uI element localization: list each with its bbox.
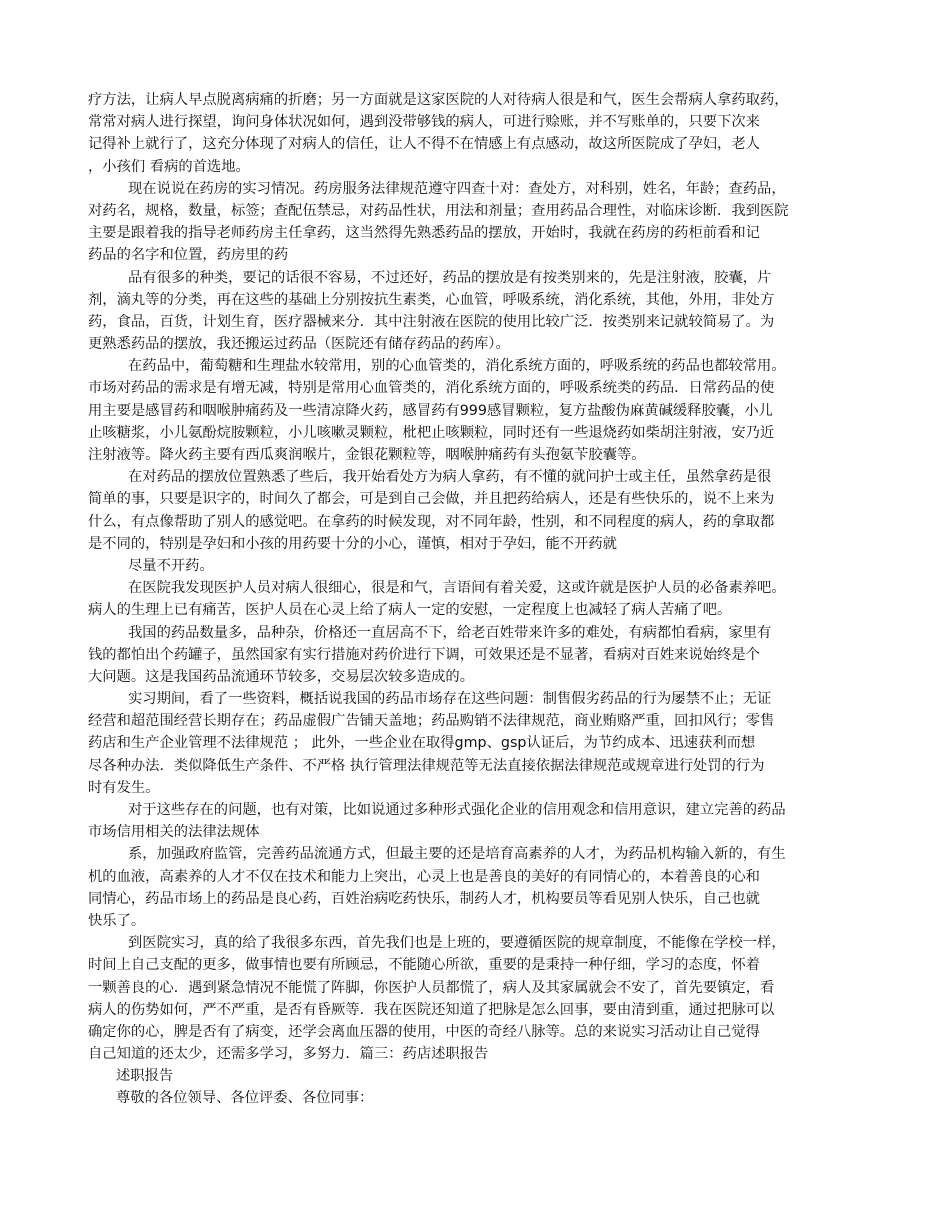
text-line: 药品的名字和位置，药房里的药 (88, 247, 289, 264)
text-line: 时有发生。 (88, 779, 160, 796)
text-line: ，小孩们 看病的首选地。 (88, 158, 250, 175)
text-line: 市场信用相关的法律法规体 (88, 824, 260, 841)
text-line: 剂，滴丸等的分类，再在这些的基础上分别按抗生素类，心血管，呼吸系统，消化系统，其他，外用，非处方 (88, 291, 775, 308)
text-line: 品有很多的种类，要记的话很不容易，不过还好，药品的摆放是有按类别来的，先是注射液，胶囊，片 (128, 269, 772, 286)
text-line: 什么，有点像帮助了别人的感觉吧。在拿药的时候发现，对不同年龄，性别，和不同程度的病人，药的拿取都 (88, 513, 775, 530)
text-line: 一颗善良的心．遇到紧急情况不能慌了阵脚，你医护人员都慌了，病人及其家属就会不安了，首先要镇定，看 (88, 979, 775, 996)
text-line: 机的血液，高素养的人才不仅在技术和能力上突出，心灵上也是善良的美好的有同情心的，本着善良的心和 (88, 868, 760, 885)
text-line: 现在说说在药房的实习情况。药房服务法律规范遵守四查十对：查处方，对科别，姓名，年龄；查药品， (128, 180, 786, 197)
text-line: 常常对病人进行探望，询问身体状况如何，遇到没带够钱的病人，可进行赊账，并不写账单的，只要下次来 (88, 114, 760, 131)
text-line: 记得补上就行了，这充分体现了对病人的信任，让人不得不在情感上有点感动，故这所医院成了孕妇，老人 (88, 136, 760, 153)
text-line: 述职报告 (116, 1068, 174, 1085)
text-line: 自己知道的还太少，还需多学习，多努力．篇三：药店述职报告 (88, 1046, 489, 1063)
text-line: 药，食品，百货，计划生育，医疗器械来分．其中注射液在医院的使用比较广泛．按类别来记就较简易了。为 (88, 313, 775, 330)
text-line: 病人的伤势如何，严不严重，是否有昏厥等．我在医院还知道了把脉是怎么回事，要由清到重，通过把脉可以 (88, 1001, 775, 1018)
text-line: 钱的都怕出个药罐子，虽然国家有实行措施对药价进行下调，可效果还是不显著，看病对百姓来说始终是个 (88, 646, 760, 663)
text-line: 简单的事，只要是识字的，时间久了都会，可是到自己会做，并且把药给病人，还是有些快乐的，说不上来为 (88, 491, 775, 508)
text-line: 在对药品的摆放位置熟悉了些后，我开始看处方为病人拿药，有不懂的就问护士或主任，虽然拿药是很 (128, 469, 772, 486)
text-line: 市场对药品的需求是有增无减，特别是常用心血管类的，消化系统方面的，呼吸系统类的药品．日常药品的使 (88, 380, 775, 397)
text-line: 尽各种办法．类似降低生产条件、不严格 执行管理法律规范等无法直接依据法律规范或规章进行处罚的行为 (88, 757, 765, 774)
text-line: 系，加强政府监管，完善药品流通方式，但最主要的还是培育高素养的人才，为药品机构输入新的，有生 (128, 846, 786, 863)
text-line: 到医院实习，真的给了我很多东西，首先我们也是上班的，要遵循医院的规章制度，不能像在学校一样， (128, 935, 786, 952)
text-line: 尊敬的各位领导、各位评委、各位同事： (116, 1090, 374, 1107)
text-line: 确定你的心，脾是否有了病变，还学会离血压器的使用，中医的奇经八脉等。总的来说实习活动让自己觉得 (88, 1023, 760, 1040)
text-line: 止咳糖浆，小儿氨酚烷胺颗粒，小儿咳嗽灵颗粒，枇杷止咳颗粒，同时还有一些退烧药如柴胡注射液，安乃近 (88, 424, 775, 441)
text-line: 经营和超范围经营长期存在；药品虚假广告铺天盖地；药品购销不法律规范，商业贿赂严重，回扣风行；零售 (88, 713, 775, 730)
document-body (88, 89, 868, 1110)
text-line: 同情心，药品市场上的药品是良心药，百姓治病吃药快乐，制药人才，机构要员等看见别人快乐，自己也就 (88, 890, 760, 907)
text-line: 更熟悉药品的摆放，我还搬运过药品（医院还有储存药品的药库）。 (88, 336, 510, 353)
text-line: 在药品中，葡萄糖和生理盐水较常用，别的心血管类的，消化系统方面的，呼吸系统的药品也都较常用。 (128, 358, 786, 375)
text-line: 时间上自己支配的更多，做事情也要有所顾忌，不能随心所欲，重要的是秉持一种仔细，学习的态度，怀着 (88, 957, 760, 974)
text-line: 在医院我发现医护人员对病人很细心，很是和气，言语间有着关爱，这或许就是医护人员的必备素养吧。 (128, 580, 786, 597)
text-line: 用主要是感冒药和咽喉肿痛药及一些清凉降火药，感冒药有999感冒颗粒，复方盐酸伪麻黄碱缓释胶囊，小儿 (88, 402, 773, 419)
text-line: 大问题。这是我国药品流通环节较多，交易层次较多造成的。 (88, 668, 475, 685)
text-line: 对于这些存在的问题，也有对策，比如说通过多种形式强化企业的信用观念和信用意识，建立完善的药品 (128, 802, 786, 818)
text-line: 我国的药品数量多，品种杂，价格还一直居高不下，给老百姓带来许多的难处，有病都怕看病，家里有 (128, 624, 772, 641)
text-line: 药店和生产企业管理不法律规范 ； 此外，一些企业在取得gmp、gsp认证后，为节约成本、迅速获利而想 (88, 735, 756, 752)
text-line: 实习期间，看了一些资料，概括说我国的药品市场存在这些问题：制售假劣药品的行为屡禁不止；无证 (128, 691, 772, 708)
text-line: 快乐了。 (88, 912, 146, 929)
text-line: 尽量不开药。 (128, 557, 214, 574)
text-line: 疗方法，让病人早点脱离病痛的折磨；另一方面就是这家医院的人对待病人很是和气，医生会帮病人拿药取药， (88, 92, 789, 108)
text-line: 是不同的，特别是孕妇和小孩的用药要十分的小心，谨慎，相对于孕妇，能不开药就 (88, 535, 617, 552)
text-line: 对药名，规格，数量，标签；查配伍禁忌，对药品性状，用法和剂量；查用药品合理性，对临床诊断．我到医院 (88, 202, 789, 219)
text-line: 注射液等。降火药主要有西瓜爽润喉片，金银花颗粒等，咽喉肿痛药有头孢氨苄胶囊等。 (88, 447, 646, 463)
text-line: 主要是跟着我的指导老师药房主任拿药，这当然得先熟悉药品的摆放，开始时，我就在药房的药柜前看和记 (88, 225, 760, 242)
text-line: 病人的生理上已有痛苦，医护人员在心灵上给了病人一定的安慰，一定程度上也减轻了病人苦痛了吧。 (88, 602, 732, 619)
